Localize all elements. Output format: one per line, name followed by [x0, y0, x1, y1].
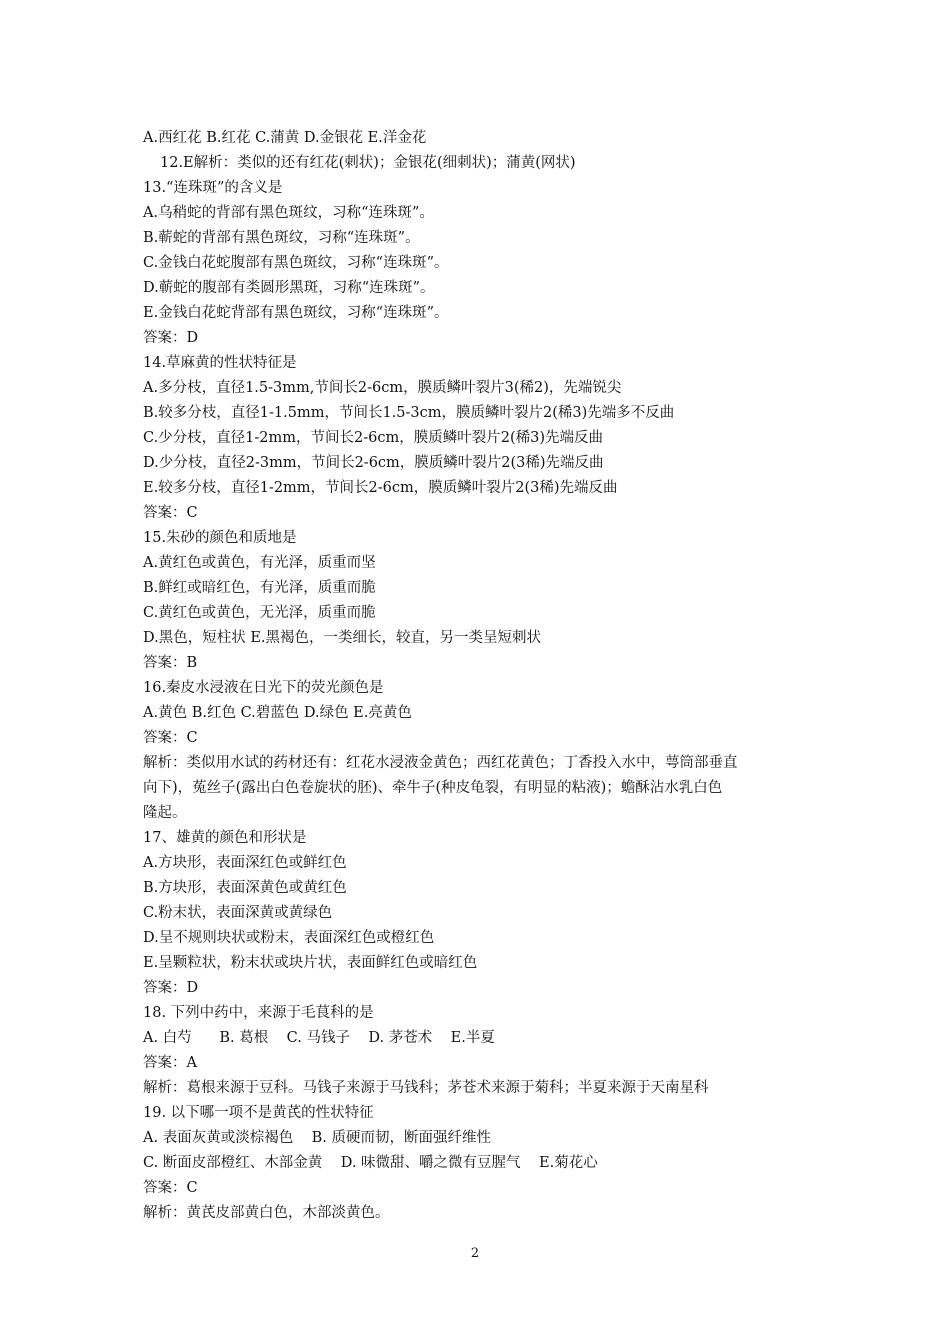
document-body [143, 126, 823, 1226]
option-line: E.呈颗粒状，粉末状或块片状，表面鲜红色或暗红色 [143, 955, 478, 971]
answer-line: 答案：C [143, 730, 198, 746]
answer-line: 答案：D [143, 980, 199, 996]
question-19-stem: 19. 以下哪一项不是黄芪的性状特征 [143, 1105, 374, 1121]
question-14-stem: 14.草麻黄的性状特征是 [143, 355, 297, 371]
explanation-line: 解析：黄芪皮部黄白色，木部淡黄色。 [143, 1205, 390, 1221]
question-13-stem: 13.“连珠斑”的含义是 [143, 180, 283, 196]
answer-line: 答案：C [143, 505, 198, 521]
option-line: B.蕲蛇的背部有黑色斑纹，习称“连珠斑”。 [143, 230, 420, 246]
answer-line: 答案：D [143, 330, 199, 346]
option-line: C.黄红色或黄色，无光泽，质重而脆 [143, 605, 376, 621]
option-line: D.蕲蛇的腹部有类圆形黑斑，习称“连珠斑”。 [143, 280, 435, 296]
explanation-line: 解析：类似用水试的药材还有：红花水浸液金黄色；西红花黄色；丁香投入水中，萼筒部垂直 [143, 755, 738, 771]
option-line: C.粉末状，表面深黄或黄绿色 [143, 905, 333, 921]
question-16-stem: 16.秦皮水浸液在日光下的荧光颜色是 [143, 680, 384, 696]
option-line: B.较多分枝，直径1-1.5mm，节间长1.5-3cm，膜质鳞叶裂片2(稀3)先端多不反曲 [143, 405, 675, 421]
option-line: A.多分枝，直径1.5-3mm,节间长2-6cm，膜质鳞叶裂片3(稀2)，先端锐尖 [143, 380, 622, 396]
explanation-line: 解析：葛根来源于豆科。马钱子来源于马钱科；茅苍术来源于菊科；半夏来源于天南星科 [143, 1080, 709, 1096]
option-line: B.鲜红或暗红色，有光泽，质重而脆 [143, 580, 376, 596]
option-line: E.金钱白花蛇背部有黑色斑纹，习称“连珠斑”。 [143, 305, 449, 321]
option-line: C.金钱白花蛇腹部有黑色斑纹，习称“连珠斑”。 [143, 255, 449, 271]
question-15-stem: 15.朱砂的颜色和质地是 [143, 530, 297, 546]
answer-line: 答案：B [143, 655, 198, 671]
option-line: A. 白芍 B. 葛根 C. 马钱子 D. 茅苍术 E.半夏 [143, 1030, 495, 1046]
option-line: A.方块形，表面深红色或鲜红色 [143, 855, 347, 871]
option-line: B.方块形，表面深黄色或黄红色 [143, 880, 347, 896]
text-line: 12.E解析：类似的还有红花(刺状)；金银花(细刺状)；蒲黄(网状) [160, 155, 576, 171]
answer-line: 答案：A [143, 1055, 197, 1071]
question-18-stem: 18. 下列中药中，来源于毛茛科的是 [143, 1005, 374, 1021]
explanation-line: 向下)，菟丝子(露出白色卷旋状的胚)、牵牛子(种皮龟裂，有明显的粘液)；蟾酥沾水乳白色 [143, 780, 723, 796]
option-line: C. 断面皮部橙红、木部金黄 D. 味微甜、嚼之微有豆腥气 E.菊花心 [143, 1155, 598, 1171]
option-line: D.少分枝，直径2-3mm，节间长2-6cm，膜质鳞叶裂片2(3稀)先端反曲 [143, 455, 604, 471]
explanation-line: 隆起。 [143, 805, 187, 821]
option-line: D.黑色，短柱状 E.黑褐色，一类细长，较直，另一类呈短刺状 [143, 630, 542, 646]
option-line: D.呈不规则块状或粉末，表面深红色或橙红色 [143, 930, 435, 946]
option-line: E.较多分枝，直径1-2mm，节间长2-6cm，膜质鳞叶裂片2(3稀)先端反曲 [143, 480, 618, 496]
option-line: A.乌稍蛇的背部有黑色斑纹，习称“连珠斑”。 [143, 205, 434, 221]
option-line: A.黄色 B.红色 C.碧蓝色 D.绿色 E.亮黄色 [143, 705, 412, 721]
option-line: A.黄红色或黄色，有光泽，质重而坚 [143, 555, 376, 571]
option-line: C.少分枝，直径1-2mm，节间长2-6cm，膜质鳞叶裂片2(稀3)先端反曲 [143, 430, 604, 446]
text-line: A.西红花 B.红花 C.蒲黄 D.金银花 E.洋金花 [143, 130, 427, 146]
page-number: 2 [470, 1246, 480, 1261]
answer-line: 答案：C [143, 1180, 198, 1196]
question-17-stem: 17、雄黄的颜色和形状是 [143, 830, 307, 846]
option-line: A. 表面灰黄或淡棕褐色 B. 质硬而韧，断面强纤维性 [143, 1130, 491, 1146]
